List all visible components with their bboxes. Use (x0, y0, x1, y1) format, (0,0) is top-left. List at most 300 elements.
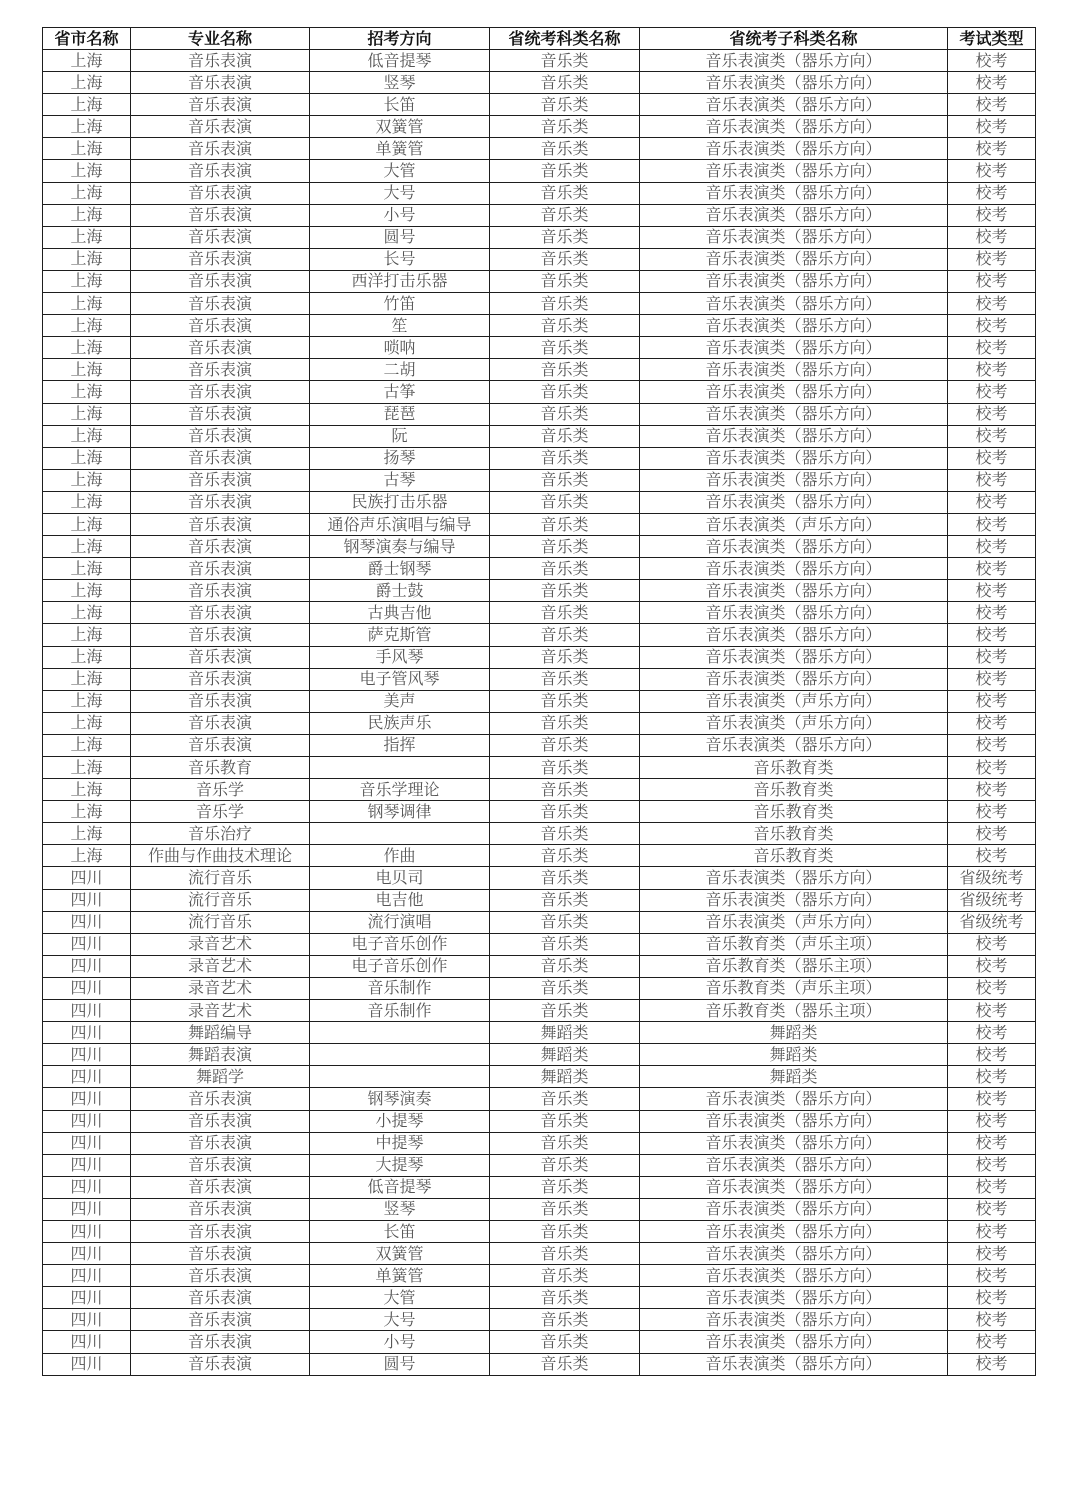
cell-exam-type: 校考 (948, 337, 1036, 359)
cell-province: 四川 (43, 1022, 131, 1044)
cell-direction: 圆号 (310, 226, 490, 248)
cell-direction: 大管 (310, 1287, 490, 1309)
table-row (43, 337, 1036, 359)
table-row (43, 359, 1036, 381)
cell-major: 音乐表演 (131, 1198, 310, 1220)
table-row (43, 602, 1036, 624)
cell-subcategory: 音乐表演类（器乐方向） (640, 1132, 948, 1154)
table-row (43, 1220, 1036, 1242)
cell-major: 音乐表演 (131, 381, 310, 403)
cell-direction: 大管 (310, 160, 490, 182)
cell-major: 音乐表演 (131, 580, 310, 602)
cell-exam-type: 校考 (948, 1154, 1036, 1176)
table-row (43, 270, 1036, 292)
table-row (43, 94, 1036, 116)
cell-province: 四川 (43, 1265, 131, 1287)
cell-exam-type: 校考 (948, 1243, 1036, 1265)
cell-exam-type: 校考 (948, 801, 1036, 823)
table-row (43, 690, 1036, 712)
cell-province: 四川 (43, 1243, 131, 1265)
cell-direction: 钢琴演奏 (310, 1088, 490, 1110)
table-row (43, 1044, 1036, 1066)
cell-direction: 作曲 (310, 845, 490, 867)
cell-subcategory: 音乐表演类（器乐方向） (640, 558, 948, 580)
admissions-table (42, 27, 1036, 1376)
cell-direction (310, 823, 490, 845)
cell-province: 四川 (43, 1220, 131, 1242)
cell-major: 音乐表演 (131, 536, 310, 558)
cell-province: 上海 (43, 359, 131, 381)
table-row (43, 977, 1036, 999)
cell-exam-type: 校考 (948, 977, 1036, 999)
cell-category: 音乐类 (490, 757, 640, 779)
cell-province: 四川 (43, 1110, 131, 1132)
cell-exam-type: 校考 (948, 933, 1036, 955)
cell-exam-type: 校考 (948, 425, 1036, 447)
cell-province: 上海 (43, 757, 131, 779)
cell-exam-type: 校考 (948, 138, 1036, 160)
table-row (43, 734, 1036, 756)
cell-exam-type: 校考 (948, 823, 1036, 845)
cell-direction: 长笛 (310, 94, 490, 116)
cell-direction: 萨克斯管 (310, 624, 490, 646)
cell-major: 音乐表演 (131, 1265, 310, 1287)
cell-direction: 电贝司 (310, 867, 490, 889)
cell-subcategory: 音乐表演类（声乐方向） (640, 690, 948, 712)
cell-province: 上海 (43, 580, 131, 602)
cell-direction: 西洋打击乐器 (310, 270, 490, 292)
cell-major: 音乐表演 (131, 602, 310, 624)
cell-direction: 圆号 (310, 1353, 490, 1375)
cell-major: 音乐表演 (131, 469, 310, 491)
cell-exam-type: 校考 (948, 204, 1036, 226)
cell-direction: 电子管风琴 (310, 668, 490, 690)
cell-subcategory: 音乐表演类（器乐方向） (640, 646, 948, 668)
cell-province: 四川 (43, 1309, 131, 1331)
cell-exam-type: 校考 (948, 226, 1036, 248)
cell-major: 音乐表演 (131, 1110, 310, 1132)
cell-direction: 双簧管 (310, 1243, 490, 1265)
cell-province: 上海 (43, 337, 131, 359)
cell-province: 四川 (43, 1353, 131, 1375)
cell-exam-type: 校考 (948, 469, 1036, 491)
cell-subcategory: 音乐表演类（器乐方向） (640, 1088, 948, 1110)
table-row (43, 1309, 1036, 1331)
table-row (43, 226, 1036, 248)
table-row (43, 911, 1036, 933)
cell-major: 音乐表演 (131, 1088, 310, 1110)
cell-direction: 通俗声乐演唱与编导 (310, 513, 490, 535)
cell-category: 音乐类 (490, 580, 640, 602)
cell-category: 音乐类 (490, 1000, 640, 1022)
cell-exam-type: 校考 (948, 1132, 1036, 1154)
cell-exam-type: 校考 (948, 668, 1036, 690)
cell-category: 音乐类 (490, 558, 640, 580)
cell-subcategory: 音乐表演类（器乐方向） (640, 867, 948, 889)
cell-exam-type: 校考 (948, 1066, 1036, 1088)
cell-province: 上海 (43, 558, 131, 580)
cell-province: 上海 (43, 845, 131, 867)
cell-direction: 双簧管 (310, 116, 490, 138)
cell-subcategory: 音乐表演类（器乐方向） (640, 226, 948, 248)
cell-category: 音乐类 (490, 889, 640, 911)
cell-exam-type: 校考 (948, 94, 1036, 116)
cell-province: 上海 (43, 116, 131, 138)
cell-category: 音乐类 (490, 845, 640, 867)
cell-major: 音乐学 (131, 801, 310, 823)
cell-category: 音乐类 (490, 381, 640, 403)
cell-category: 舞蹈类 (490, 1022, 640, 1044)
cell-exam-type: 校考 (948, 491, 1036, 513)
cell-category: 音乐类 (490, 1198, 640, 1220)
cell-major: 音乐表演 (131, 226, 310, 248)
cell-exam-type: 校考 (948, 1287, 1036, 1309)
cell-category: 音乐类 (490, 734, 640, 756)
cell-subcategory: 音乐表演类（器乐方向） (640, 491, 948, 513)
cell-exam-type: 校考 (948, 1309, 1036, 1331)
cell-subcategory: 音乐表演类（器乐方向） (640, 315, 948, 337)
cell-major: 音乐表演 (131, 513, 310, 535)
cell-direction: 爵士钢琴 (310, 558, 490, 580)
cell-category: 音乐类 (490, 1353, 640, 1375)
cell-province: 上海 (43, 779, 131, 801)
cell-major: 音乐表演 (131, 1353, 310, 1375)
table-row (43, 50, 1036, 72)
cell-province: 上海 (43, 50, 131, 72)
cell-major: 音乐表演 (131, 50, 310, 72)
table-row (43, 955, 1036, 977)
cell-direction: 小号 (310, 1331, 490, 1353)
cell-exam-type: 校考 (948, 315, 1036, 337)
cell-province: 上海 (43, 602, 131, 624)
table-row (43, 933, 1036, 955)
cell-exam-type: 校考 (948, 1353, 1036, 1375)
table-row (43, 867, 1036, 889)
cell-category: 音乐类 (490, 1132, 640, 1154)
table-row (43, 1287, 1036, 1309)
cell-exam-type: 校考 (948, 1110, 1036, 1132)
cell-subcategory: 音乐表演类（声乐方向） (640, 911, 948, 933)
cell-exam-type: 校考 (948, 845, 1036, 867)
cell-major: 录音艺术 (131, 1000, 310, 1022)
cell-major: 音乐学 (131, 779, 310, 801)
cell-category: 音乐类 (490, 602, 640, 624)
cell-province: 上海 (43, 381, 131, 403)
cell-category: 音乐类 (490, 513, 640, 535)
table-row (43, 293, 1036, 315)
cell-category: 音乐类 (490, 1331, 640, 1353)
cell-province: 上海 (43, 801, 131, 823)
table-row (43, 536, 1036, 558)
cell-direction: 钢琴演奏与编导 (310, 536, 490, 558)
cell-category: 音乐类 (490, 72, 640, 94)
cell-province: 上海 (43, 712, 131, 734)
cell-exam-type: 校考 (948, 248, 1036, 270)
cell-exam-type: 校考 (948, 646, 1036, 668)
cell-province: 上海 (43, 646, 131, 668)
table-row (43, 447, 1036, 469)
cell-province: 上海 (43, 270, 131, 292)
cell-exam-type: 省级统考 (948, 867, 1036, 889)
table-row (43, 558, 1036, 580)
table-row (43, 1176, 1036, 1198)
cell-direction (310, 1044, 490, 1066)
cell-major: 音乐表演 (131, 1220, 310, 1242)
cell-category: 音乐类 (490, 469, 640, 491)
cell-province: 四川 (43, 955, 131, 977)
table-row (43, 72, 1036, 94)
cell-category: 舞蹈类 (490, 1044, 640, 1066)
cell-province: 上海 (43, 469, 131, 491)
cell-category: 音乐类 (490, 668, 640, 690)
cell-exam-type: 校考 (948, 182, 1036, 204)
cell-subcategory: 音乐表演类（器乐方向） (640, 270, 948, 292)
header-province: 省市名称 (43, 28, 131, 50)
cell-exam-type: 校考 (948, 1176, 1036, 1198)
cell-major: 音乐表演 (131, 1309, 310, 1331)
cell-major: 音乐表演 (131, 712, 310, 734)
cell-exam-type: 校考 (948, 1331, 1036, 1353)
cell-category: 音乐类 (490, 204, 640, 226)
cell-major: 音乐表演 (131, 315, 310, 337)
cell-exam-type: 校考 (948, 403, 1036, 425)
cell-category: 音乐类 (490, 337, 640, 359)
cell-major: 录音艺术 (131, 933, 310, 955)
cell-subcategory: 音乐表演类（器乐方向） (640, 668, 948, 690)
cell-category: 音乐类 (490, 1088, 640, 1110)
cell-exam-type: 校考 (948, 779, 1036, 801)
table-row (43, 513, 1036, 535)
cell-category: 音乐类 (490, 867, 640, 889)
cell-major: 音乐表演 (131, 558, 310, 580)
cell-category: 音乐类 (490, 403, 640, 425)
cell-major: 音乐表演 (131, 94, 310, 116)
cell-subcategory: 音乐教育类 (640, 823, 948, 845)
cell-direction: 电子音乐创作 (310, 955, 490, 977)
cell-major: 音乐教育 (131, 757, 310, 779)
cell-exam-type: 校考 (948, 690, 1036, 712)
cell-subcategory: 音乐表演类（器乐方向） (640, 1265, 948, 1287)
cell-exam-type: 校考 (948, 513, 1036, 535)
cell-province: 四川 (43, 1088, 131, 1110)
cell-province: 上海 (43, 447, 131, 469)
cell-category: 音乐类 (490, 911, 640, 933)
cell-category: 音乐类 (490, 801, 640, 823)
cell-major: 音乐表演 (131, 160, 310, 182)
table-row (43, 1265, 1036, 1287)
cell-exam-type: 校考 (948, 757, 1036, 779)
cell-exam-type: 校考 (948, 160, 1036, 182)
cell-category: 音乐类 (490, 182, 640, 204)
table-row (43, 1088, 1036, 1110)
cell-direction: 扬琴 (310, 447, 490, 469)
cell-category: 音乐类 (490, 1265, 640, 1287)
cell-direction (310, 1066, 490, 1088)
cell-exam-type: 校考 (948, 580, 1036, 602)
cell-category: 音乐类 (490, 536, 640, 558)
cell-major: 音乐表演 (131, 690, 310, 712)
cell-subcategory: 音乐教育类（器乐主项） (640, 1000, 948, 1022)
cell-exam-type: 省级统考 (948, 889, 1036, 911)
cell-category: 音乐类 (490, 1243, 640, 1265)
cell-exam-type: 校考 (948, 293, 1036, 315)
cell-category: 音乐类 (490, 359, 640, 381)
cell-category: 音乐类 (490, 1287, 640, 1309)
table-row (43, 757, 1036, 779)
table-row (43, 248, 1036, 270)
cell-category: 音乐类 (490, 50, 640, 72)
cell-major: 音乐表演 (131, 403, 310, 425)
cell-subcategory: 音乐表演类（器乐方向） (640, 337, 948, 359)
cell-exam-type: 校考 (948, 624, 1036, 646)
cell-major: 音乐表演 (131, 1243, 310, 1265)
cell-direction: 大提琴 (310, 1154, 490, 1176)
cell-direction: 单簧管 (310, 1265, 490, 1287)
cell-exam-type: 校考 (948, 1198, 1036, 1220)
cell-direction: 古琴 (310, 469, 490, 491)
cell-exam-type: 省级统考 (948, 911, 1036, 933)
cell-subcategory: 音乐表演类（器乐方向） (640, 1309, 948, 1331)
cell-direction: 二胡 (310, 359, 490, 381)
cell-direction: 流行演唱 (310, 911, 490, 933)
cell-subcategory: 音乐表演类（器乐方向） (640, 182, 948, 204)
cell-subcategory: 音乐教育类 (640, 845, 948, 867)
table-row (43, 315, 1036, 337)
cell-province: 四川 (43, 1132, 131, 1154)
cell-subcategory: 音乐表演类（器乐方向） (640, 536, 948, 558)
cell-category: 音乐类 (490, 160, 640, 182)
cell-direction: 小号 (310, 204, 490, 226)
cell-subcategory: 音乐教育类 (640, 801, 948, 823)
cell-category: 音乐类 (490, 823, 640, 845)
cell-category: 音乐类 (490, 977, 640, 999)
cell-subcategory: 音乐表演类（器乐方向） (640, 1353, 948, 1375)
cell-province: 四川 (43, 1066, 131, 1088)
cell-province: 四川 (43, 1000, 131, 1022)
header-row (43, 28, 1036, 50)
cell-subcategory: 舞蹈类 (640, 1022, 948, 1044)
cell-subcategory: 音乐表演类（器乐方向） (640, 1110, 948, 1132)
cell-direction: 手风琴 (310, 646, 490, 668)
cell-major: 音乐表演 (131, 1154, 310, 1176)
cell-direction: 大号 (310, 1309, 490, 1331)
table-row (43, 580, 1036, 602)
cell-direction: 爵士鼓 (310, 580, 490, 602)
cell-major: 流行音乐 (131, 911, 310, 933)
cell-province: 上海 (43, 624, 131, 646)
cell-province: 四川 (43, 889, 131, 911)
cell-subcategory: 音乐表演类（器乐方向） (640, 1154, 948, 1176)
cell-major: 音乐表演 (131, 138, 310, 160)
cell-subcategory: 音乐教育类（声乐主项） (640, 977, 948, 999)
header-category: 省统考科类名称 (490, 28, 640, 50)
cell-subcategory: 音乐表演类（器乐方向） (640, 580, 948, 602)
cell-subcategory: 音乐表演类（器乐方向） (640, 734, 948, 756)
cell-province: 上海 (43, 226, 131, 248)
table-body (43, 50, 1036, 1376)
cell-major: 录音艺术 (131, 977, 310, 999)
cell-subcategory: 音乐表演类（器乐方向） (640, 889, 948, 911)
table-row (43, 204, 1036, 226)
table-row (43, 646, 1036, 668)
cell-subcategory: 音乐表演类（器乐方向） (640, 94, 948, 116)
cell-province: 上海 (43, 734, 131, 756)
table-row (43, 823, 1036, 845)
cell-major: 音乐表演 (131, 447, 310, 469)
cell-province: 四川 (43, 867, 131, 889)
table-row (43, 1132, 1036, 1154)
cell-subcategory: 舞蹈类 (640, 1066, 948, 1088)
cell-exam-type: 校考 (948, 1265, 1036, 1287)
cell-province: 上海 (43, 668, 131, 690)
cell-major: 流行音乐 (131, 889, 310, 911)
cell-category: 音乐类 (490, 138, 640, 160)
cell-exam-type: 校考 (948, 734, 1036, 756)
cell-subcategory: 音乐表演类（器乐方向） (640, 1176, 948, 1198)
cell-major: 音乐表演 (131, 425, 310, 447)
table-row (43, 1331, 1036, 1353)
cell-province: 上海 (43, 72, 131, 94)
cell-direction: 长号 (310, 248, 490, 270)
cell-direction: 唢呐 (310, 337, 490, 359)
cell-direction: 笙 (310, 315, 490, 337)
cell-subcategory: 音乐表演类（器乐方向） (640, 160, 948, 182)
cell-province: 上海 (43, 425, 131, 447)
cell-major: 音乐表演 (131, 1176, 310, 1198)
cell-direction: 阮 (310, 425, 490, 447)
cell-major: 音乐表演 (131, 646, 310, 668)
cell-exam-type: 校考 (948, 1220, 1036, 1242)
cell-province: 四川 (43, 911, 131, 933)
cell-direction: 琵琶 (310, 403, 490, 425)
cell-province: 上海 (43, 823, 131, 845)
cell-category: 音乐类 (490, 624, 640, 646)
cell-province: 上海 (43, 182, 131, 204)
cell-direction: 单簧管 (310, 138, 490, 160)
cell-exam-type: 校考 (948, 447, 1036, 469)
header-direction: 招考方向 (310, 28, 490, 50)
cell-major: 作曲与作曲技术理论 (131, 845, 310, 867)
cell-subcategory: 音乐表演类（器乐方向） (640, 425, 948, 447)
cell-major: 舞蹈表演 (131, 1044, 310, 1066)
table-row (43, 425, 1036, 447)
cell-direction: 小提琴 (310, 1110, 490, 1132)
cell-category: 音乐类 (490, 491, 640, 513)
cell-subcategory: 音乐表演类（声乐方向） (640, 712, 948, 734)
cell-direction: 低音提琴 (310, 50, 490, 72)
cell-major: 音乐表演 (131, 116, 310, 138)
cell-direction: 电吉他 (310, 889, 490, 911)
cell-subcategory: 音乐教育类（器乐主项） (640, 955, 948, 977)
cell-major: 音乐表演 (131, 1287, 310, 1309)
cell-province: 四川 (43, 1044, 131, 1066)
cell-direction: 长笛 (310, 1220, 490, 1242)
cell-province: 四川 (43, 1287, 131, 1309)
cell-major: 录音艺术 (131, 955, 310, 977)
cell-category: 音乐类 (490, 1154, 640, 1176)
cell-category: 音乐类 (490, 955, 640, 977)
cell-direction: 竖琴 (310, 72, 490, 94)
cell-province: 上海 (43, 491, 131, 513)
cell-exam-type: 校考 (948, 1088, 1036, 1110)
table-row (43, 403, 1036, 425)
cell-major: 音乐表演 (131, 182, 310, 204)
cell-major: 音乐表演 (131, 72, 310, 94)
cell-major: 音乐表演 (131, 293, 310, 315)
header-subcategory: 省统考子科类名称 (640, 28, 948, 50)
cell-subcategory: 音乐表演类（器乐方向） (640, 1287, 948, 1309)
cell-category: 音乐类 (490, 1309, 640, 1331)
